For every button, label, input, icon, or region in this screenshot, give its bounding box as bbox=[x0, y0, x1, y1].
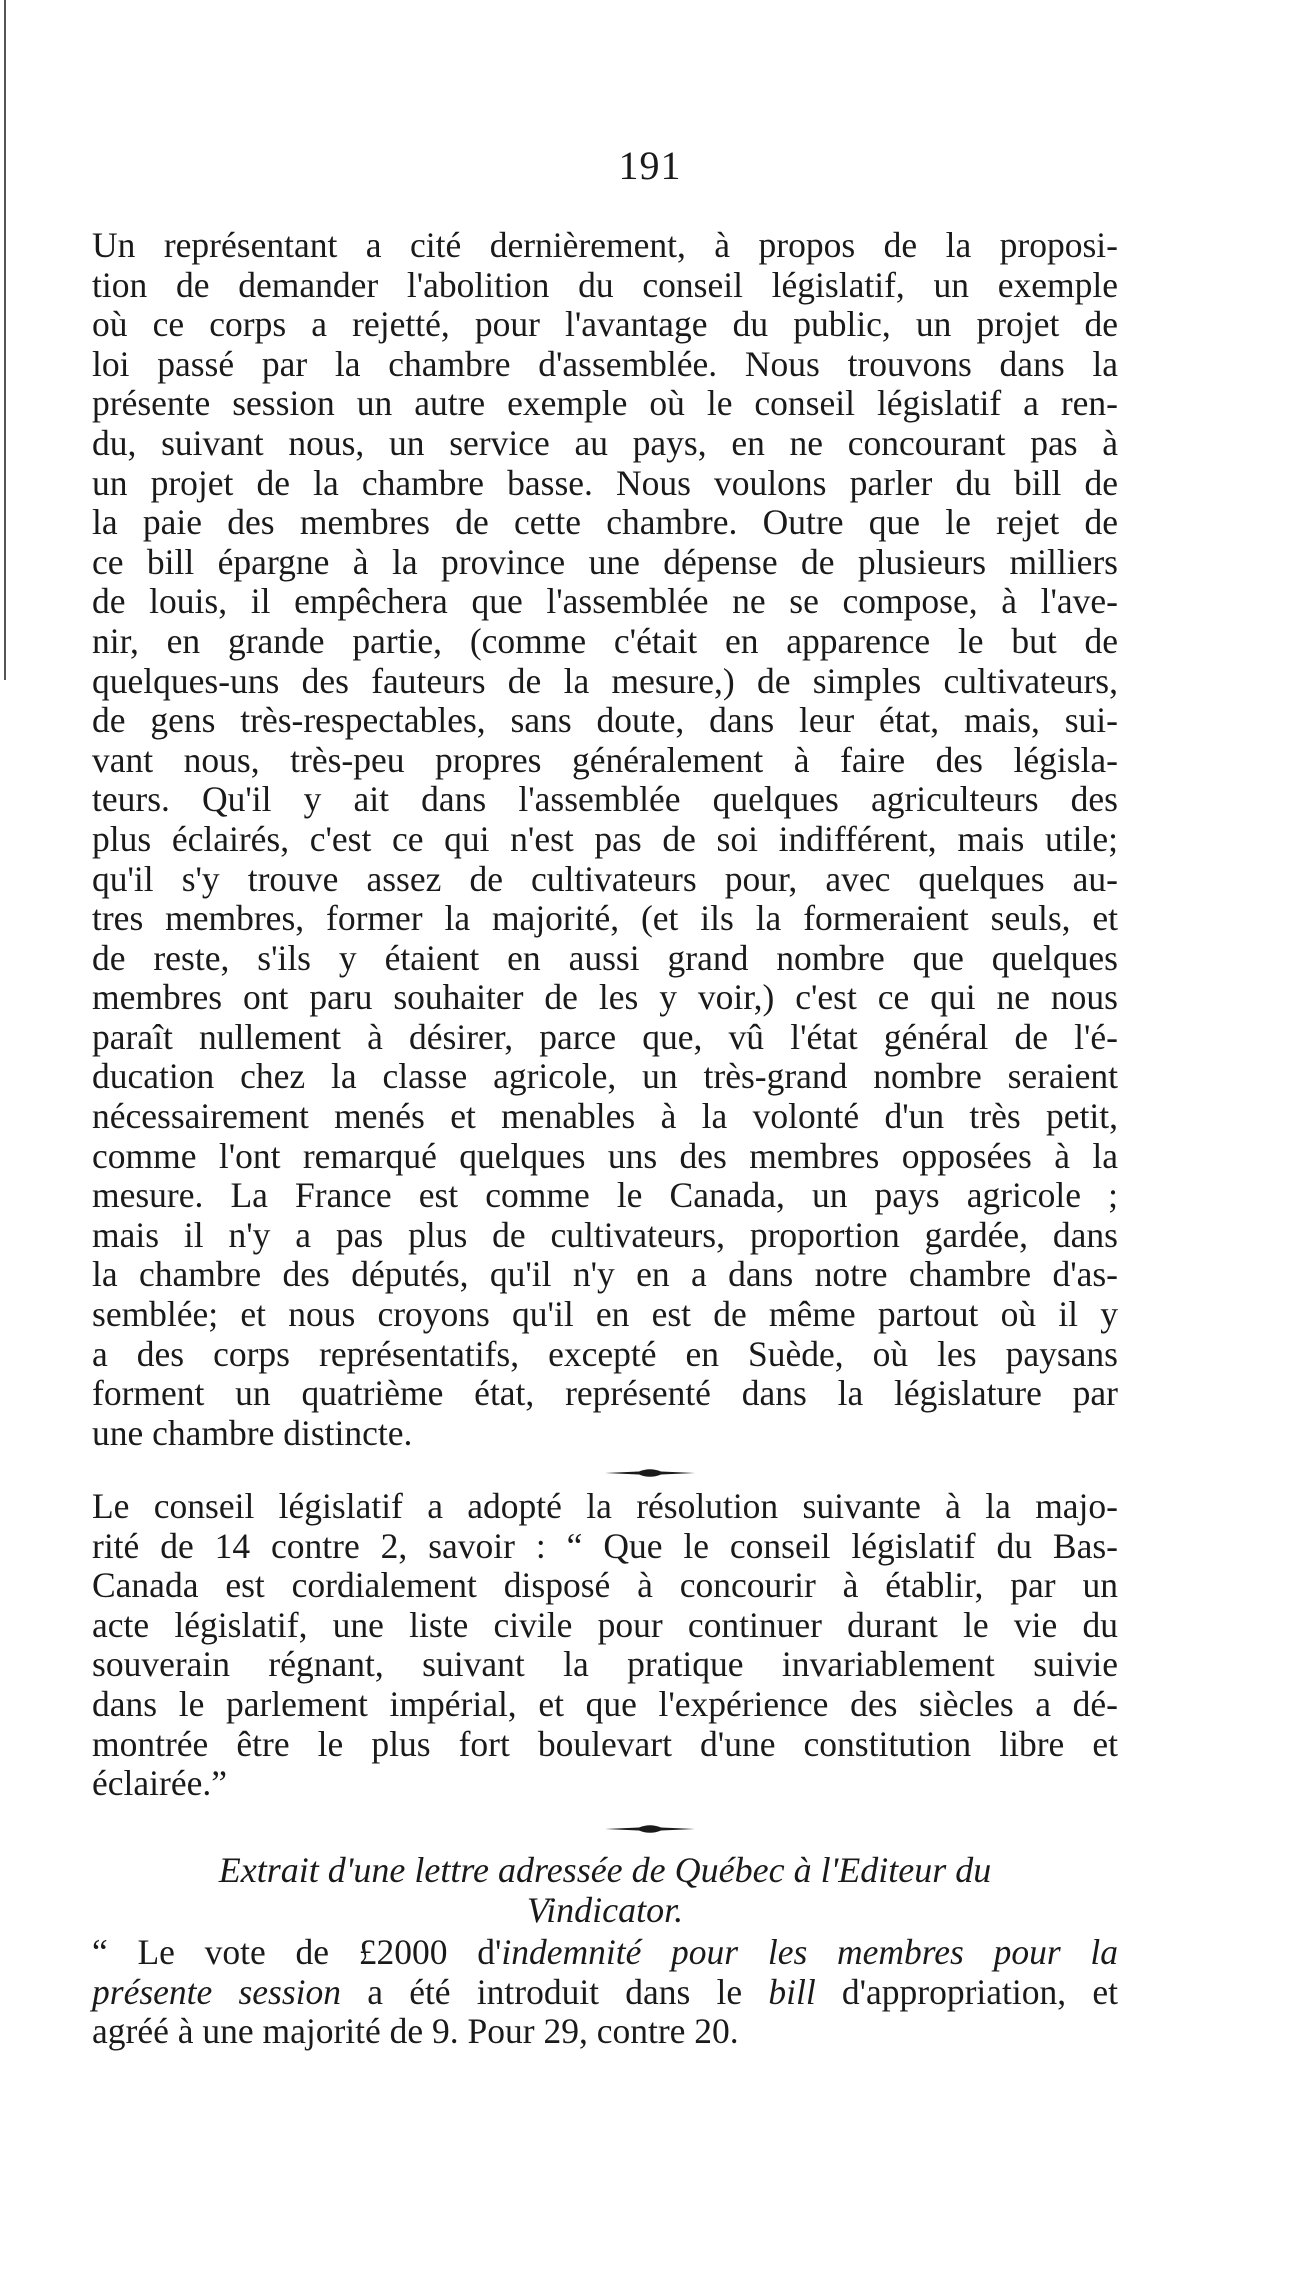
text-line: vant nous, très-peu propres généralement à faire des législa- bbox=[92, 739, 1118, 780]
text-line: ce bill épargne à la province une dépense de plusieurs milliers bbox=[92, 541, 1118, 582]
text-line: membres ont paru souhaiter de les y voir,) c'est ce qui ne nous bbox=[92, 977, 1118, 1018]
text-line: un projet de la chambre basse. Nous voulons parler du bill de bbox=[92, 462, 1118, 503]
section-divider-ornament bbox=[0, 1822, 1300, 1836]
text-line: semblée; et nous croyons qu'il en est de même partout où il y bbox=[92, 1294, 1118, 1335]
text-line: mais il n'y a pas plus de cultivateurs, proportion gardée, dans bbox=[92, 1214, 1118, 1255]
section-divider-ornament bbox=[0, 1466, 1300, 1480]
ornament-rule-icon bbox=[605, 1822, 695, 1836]
text-line: mesure. La France est comme le Canada, un pays agricole ; bbox=[92, 1175, 1118, 1216]
text-line: la paie des membres de cette chambre. Outre que le rejet de bbox=[92, 502, 1118, 543]
heading-line: Extrait d'une lettre adressée de Québec à l'Editeur du bbox=[218, 1850, 992, 1890]
text-line: Un représentant a cité dernièrement, à propos de la proposi- bbox=[92, 225, 1118, 265]
paragraph-indemnity-vote bbox=[92, 1933, 1118, 2052]
text-line: montrée être le plus fort boulevart d'une constitution libre et bbox=[92, 1723, 1118, 1764]
text-run: d'appropriation, et bbox=[815, 1971, 1118, 2012]
text-line: plus éclairés, c'est ce qui n'est pas de soi indifférent, mais utile; bbox=[92, 818, 1118, 859]
text-line: présente session un autre exemple où le conseil législatif a ren- bbox=[92, 383, 1118, 424]
text-line: dans le parlement impérial, et que l'expérience des siècles a dé- bbox=[92, 1683, 1118, 1724]
text-line: rité de 14 contre 2, savoir : “ Que le conseil législatif du Bas- bbox=[92, 1525, 1118, 1566]
page-number: 191 bbox=[618, 143, 682, 188]
text-line: souverain régnant, suivant la pratique invariablement suivie bbox=[92, 1644, 1118, 1685]
text-line: qu'il s'y trouve assez de cultivateurs pour, avec quelques au- bbox=[92, 858, 1118, 899]
text-line: forment un quatrième état, représenté dans la législature par bbox=[92, 1373, 1118, 1414]
text-line: a des corps représentatifs, excepté en Suède, où les paysans bbox=[92, 1333, 1118, 1374]
text-line: teurs. Qu'il y ait dans l'assemblée quelques agriculteurs des bbox=[92, 779, 1118, 820]
paragraph-civil-list-resolution bbox=[92, 1487, 1118, 1804]
text-line: acte législatif, une liste civile pour continuer durant le vie du bbox=[92, 1604, 1118, 1645]
heading-line: Vindicator. bbox=[526, 1890, 684, 1930]
text-line: du, suivant nous, un service au pays, en ne concourant pas à bbox=[92, 422, 1118, 463]
page-edge-rule bbox=[4, 0, 6, 680]
text-line: la chambre des députés, qu'il n'y en a dans notre chambre d'as- bbox=[92, 1254, 1118, 1295]
italic-run: indemnité pour les membres pour la bbox=[501, 1932, 1118, 1972]
text-line: loi passé par la chambre d'assemblée. Nous trouvons dans la bbox=[92, 343, 1118, 384]
text-line: nécessairement menés et menables à la volonté d'un très petit, bbox=[92, 1096, 1118, 1137]
text-line: de gens très-respectables, sans doute, dans leur état, mais, sui- bbox=[92, 700, 1118, 741]
text-line: agréé à une majorité de 9. Pour 29, contre 20. bbox=[92, 2011, 739, 2052]
letter-extract-heading bbox=[92, 1850, 1118, 1930]
text-line: Le conseil législatif a adopté la résolution suivante à la majo- bbox=[92, 1486, 1118, 1526]
text-line: où ce corps a rejetté, pour l'avantage du public, un projet de bbox=[92, 304, 1118, 345]
text-line: éclairée.” bbox=[92, 1763, 227, 1804]
text-line: tres membres, former la majorité, (et ils la formeraient seuls, et bbox=[92, 898, 1118, 939]
ornament-rule-icon bbox=[605, 1466, 695, 1480]
italic-run: présente session bbox=[92, 1971, 342, 2012]
text-line: de reste, s'ils y étaient en aussi grand nombre que quelques bbox=[92, 937, 1118, 978]
text-line: comme l'ont remarqué quelques uns des membres opposées à la bbox=[92, 1135, 1118, 1176]
text-line: une chambre distincte. bbox=[92, 1412, 413, 1453]
text-line: nir, en grande partie, (comme c'était en apparence le but de bbox=[92, 620, 1118, 661]
text-line: tion de demander l'abolition du conseil législatif, un exemple bbox=[92, 264, 1118, 305]
text-line: paraît nullement à désirer, parce que, vû l'état général de l'é- bbox=[92, 1016, 1118, 1057]
text-line: ducation chez la classe agricole, un très-grand nombre seraient bbox=[92, 1056, 1118, 1097]
text-line bbox=[92, 1973, 1118, 2013]
text-line: Canada est cordialement disposé à concourir à établir, par un bbox=[92, 1565, 1118, 1606]
text-run: a été introduit dans le bbox=[341, 1971, 769, 2012]
text-line: de louis, il empêchera que l'assemblée ne se compose, à l'ave- bbox=[92, 581, 1118, 622]
text-line bbox=[92, 1933, 1118, 1973]
paragraph-legislative-council-service bbox=[92, 226, 1118, 1453]
text-line: quelques-uns des fauteurs de la mesure,) de simples cultivateurs, bbox=[92, 660, 1118, 701]
italic-run: bill bbox=[768, 1971, 816, 2012]
text-run: “ Le vote de £2000 d' bbox=[92, 1932, 502, 1972]
